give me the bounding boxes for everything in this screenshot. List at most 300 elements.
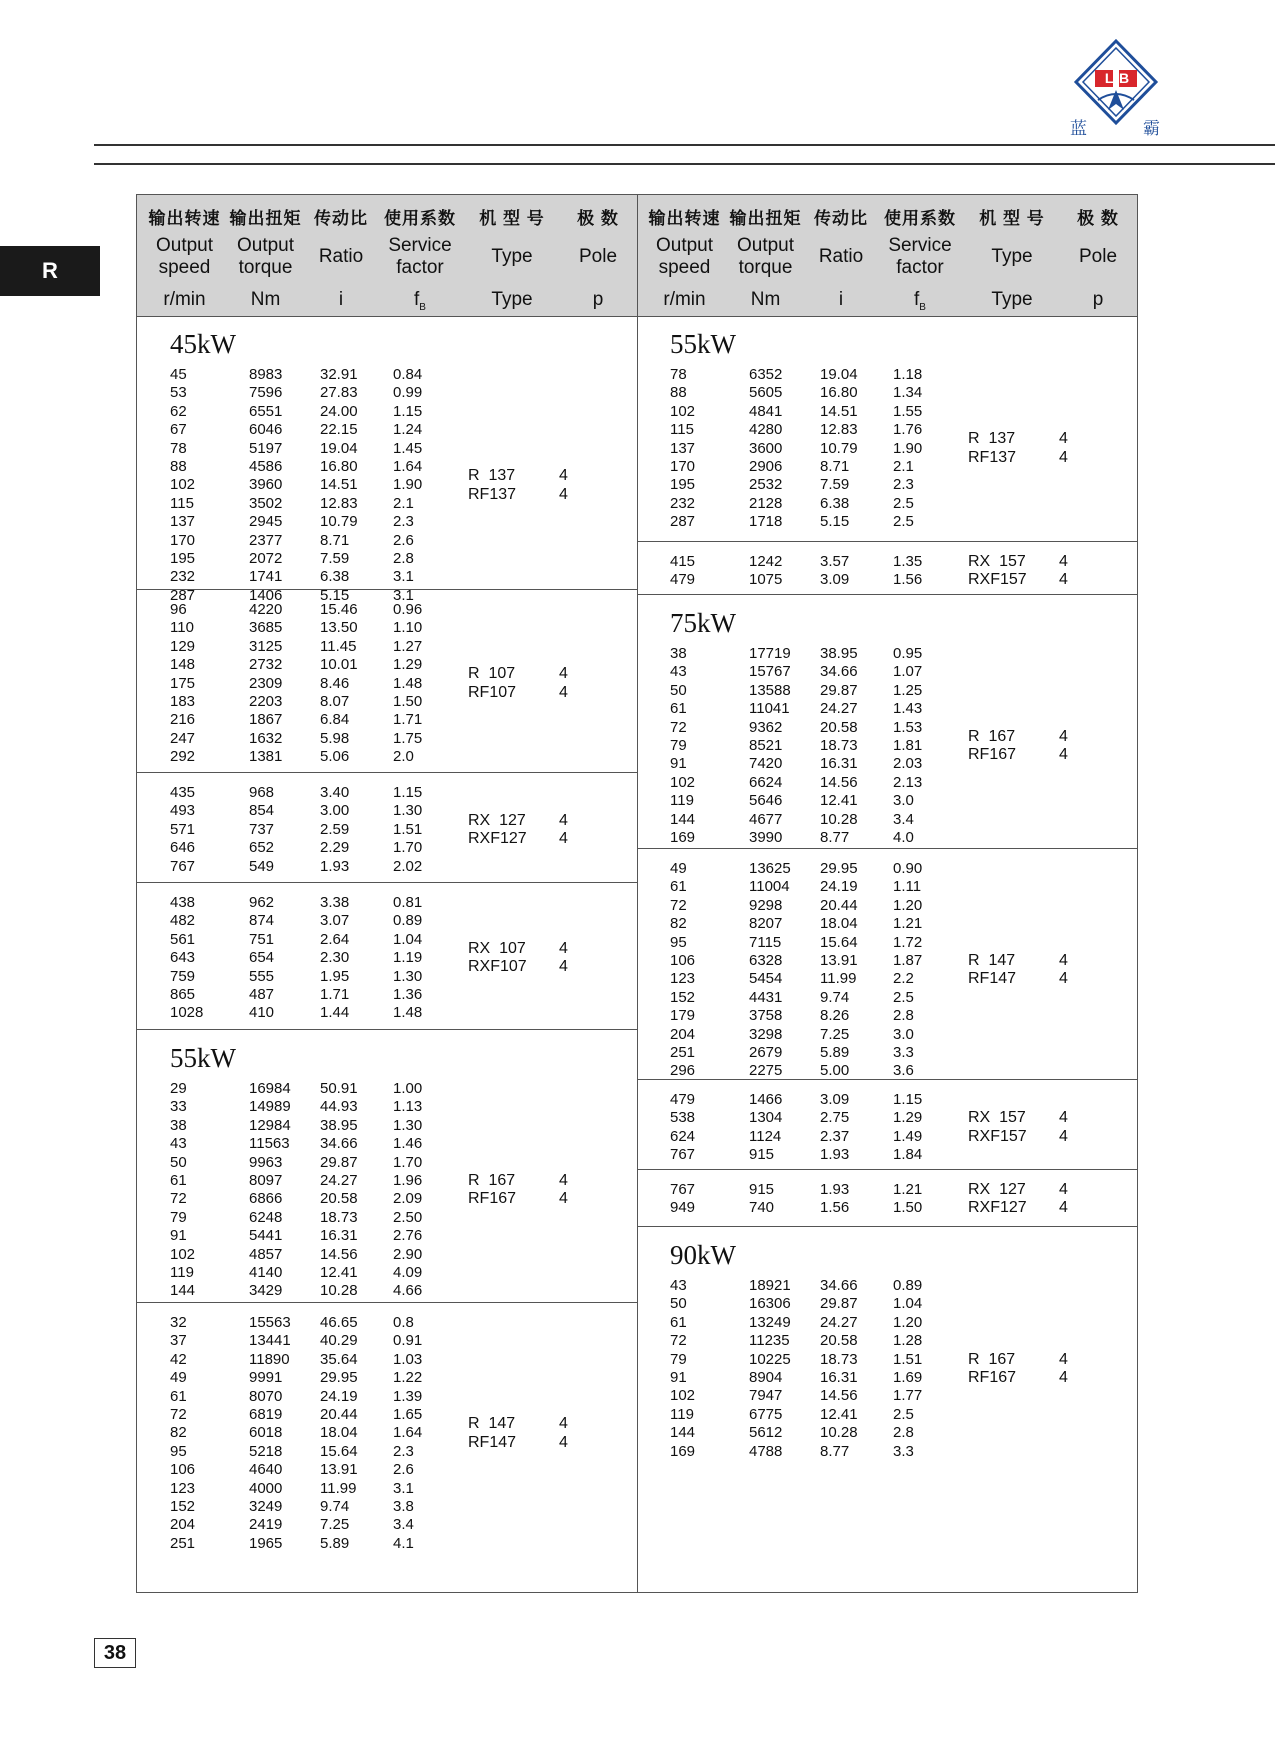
service-factor-cell: 2.5 [893, 494, 914, 512]
output-speed-cell: 232 [170, 568, 196, 586]
gear-type-label: RF167 [968, 746, 1017, 764]
output-torque-cell: 11004 [749, 878, 790, 896]
output-torque-cell: 555 [249, 967, 275, 985]
output-speed-cell: 72 [170, 1190, 187, 1208]
output-torque-cell: 740 [749, 1199, 775, 1217]
output-torque-cell: 4431 [749, 988, 783, 1006]
output-torque-cell: 751 [249, 930, 275, 948]
table-row [137, 1388, 637, 1406]
service-factor-cell: 1.27 [393, 637, 423, 655]
ratio-cell: 3.07 [320, 912, 350, 930]
output-torque-cell: 7420 [749, 755, 783, 773]
motor-group [137, 586, 637, 773]
table-row [137, 711, 637, 729]
service-factor-cell: 1.10 [393, 619, 423, 637]
pole-count: 4 [1059, 1199, 1068, 1217]
output-speed-cell: 91 [670, 1369, 687, 1386]
header-cn-left-3: 使用系数 [384, 209, 456, 228]
gear-type-label: R 137 [968, 430, 1016, 448]
ratio-cell: 11.99 [820, 970, 857, 988]
pole-count: 4 [559, 1415, 568, 1433]
output-torque-cell: 1381 [249, 748, 283, 766]
output-speed-cell: 32 [170, 1314, 187, 1331]
output-speed-cell: 79 [670, 1350, 687, 1368]
table-row [137, 384, 637, 402]
output-speed-cell: 72 [670, 718, 687, 736]
output-torque-cell: 13441 [249, 1332, 291, 1350]
ratio-cell: 10.79 [820, 439, 858, 457]
table-row [137, 601, 637, 619]
pole-count: 4 [1059, 1109, 1068, 1127]
service-factor-cell: 1.81 [893, 737, 923, 754]
header-unit-f: f [414, 289, 420, 310]
table-row [137, 421, 637, 439]
header-unit-right-5: p [1092, 289, 1104, 310]
output-speed-cell: 251 [670, 1044, 696, 1061]
ratio-cell: 10.79 [320, 513, 358, 531]
output-speed-cell: 79 [670, 737, 687, 754]
header-en-line: Ratio [318, 246, 364, 267]
pole-count: 4 [559, 830, 568, 847]
motor-group [637, 1169, 1137, 1227]
output-torque-cell: 9298 [749, 896, 783, 914]
table-row [637, 774, 1137, 792]
ratio-cell: 1.93 [820, 1146, 850, 1164]
gear-type-label: RF137 [968, 448, 1017, 466]
output-torque-cell: 915 [749, 1146, 775, 1164]
ratio-cell: 20.58 [820, 718, 858, 736]
service-factor-cell: 2.8 [893, 1007, 914, 1025]
pole-count: 4 [1059, 1369, 1068, 1386]
service-factor-cell: 1.53 [893, 718, 923, 736]
output-speed-cell: 179 [670, 1007, 696, 1025]
service-factor-cell: 1.46 [393, 1135, 423, 1153]
header-cn-left-4: 机 型 号 [479, 209, 545, 228]
output-speed-cell: 43 [170, 1135, 187, 1153]
ratio-cell: 44.93 [320, 1098, 358, 1116]
output-torque-cell: 6046 [249, 421, 283, 439]
output-speed-cell: 45 [170, 366, 187, 383]
output-speed-cell: 232 [670, 494, 696, 512]
output-speed-cell: 95 [670, 933, 687, 951]
table-row [637, 792, 1137, 810]
service-factor-cell: 1.72 [893, 933, 923, 951]
output-torque-cell: 3298 [749, 1025, 783, 1043]
service-factor-cell: 3.1 [393, 586, 414, 604]
ratio-cell: 16.31 [820, 1369, 858, 1386]
service-factor-cell: 1.28 [893, 1332, 923, 1350]
output-torque-cell: 6866 [249, 1190, 283, 1208]
output-speed-cell: 95 [170, 1442, 187, 1460]
ratio-cell: 14.56 [820, 773, 858, 791]
table-row [137, 619, 637, 637]
ratio-cell: 14.51 [320, 476, 358, 494]
output-torque-cell: 6819 [249, 1406, 283, 1423]
table-row [137, 1332, 637, 1350]
header-cn-left-2: 传动比 [314, 209, 368, 228]
output-torque-cell: 2203 [249, 693, 283, 710]
table-header-left [137, 195, 637, 316]
service-factor-cell: 2.13 [893, 773, 923, 791]
output-torque-cell: 410 [249, 1004, 275, 1022]
output-torque-cell: 1632 [249, 729, 283, 747]
header-unit-left-4: Type [491, 289, 533, 310]
ratio-cell: 12.83 [320, 494, 358, 512]
table-row [637, 989, 1137, 1007]
ratio-cell: 1.44 [320, 1004, 350, 1022]
output-speed-cell: 61 [170, 1172, 187, 1189]
table-row [137, 1209, 637, 1227]
header-en-right-5 [1059, 246, 1137, 268]
output-torque-cell: 3990 [749, 829, 783, 846]
output-torque-cell: 3758 [749, 1007, 783, 1025]
service-factor-cell: 1.22 [393, 1369, 423, 1387]
service-factor-cell: 1.49 [893, 1127, 923, 1145]
service-factor-cell: 1.48 [393, 1004, 423, 1022]
output-speed-cell: 296 [670, 1062, 696, 1080]
output-speed-cell: 88 [170, 458, 187, 475]
ratio-cell: 34.66 [820, 663, 858, 681]
output-torque-cell: 1718 [749, 513, 783, 531]
pole-count: 4 [1059, 430, 1068, 448]
service-factor-cell: 1.51 [393, 820, 423, 838]
ratio-cell: 18.73 [320, 1208, 358, 1226]
output-speed-cell: 102 [670, 402, 696, 420]
output-speed-cell: 106 [170, 1461, 196, 1479]
ratio-cell: 7.25 [320, 1516, 350, 1534]
output-speed-cell: 435 [170, 784, 196, 801]
service-factor-cell: 2.5 [893, 513, 914, 531]
service-factor-cell: 1.00 [393, 1080, 423, 1097]
gear-type-label: RXF127 [968, 1199, 1027, 1217]
output-torque-cell: 1867 [249, 711, 283, 729]
ratio-cell: 10.28 [820, 810, 858, 828]
pole-count: 4 [1059, 448, 1068, 466]
table-row [137, 748, 637, 766]
gear-type-label: RF147 [468, 1433, 517, 1451]
service-factor-cell: 2.50 [393, 1208, 423, 1226]
output-speed-cell: 144 [170, 1282, 196, 1300]
ratio-cell: 29.87 [820, 681, 858, 699]
output-torque-cell: 1466 [749, 1091, 783, 1108]
table-row [637, 366, 1137, 384]
gear-type-label: RX 157 [968, 553, 1026, 570]
power-rating-heading: 45kW [170, 329, 236, 359]
output-speed-cell: 78 [170, 439, 187, 457]
output-speed-cell: 82 [170, 1424, 187, 1442]
output-speed-cell: 759 [170, 967, 196, 985]
pole-count: 4 [559, 940, 568, 957]
output-torque-cell: 4280 [749, 421, 783, 439]
output-torque-cell: 7947 [749, 1387, 783, 1405]
ratio-cell: 5.89 [320, 1534, 350, 1552]
output-speed-cell: 479 [670, 1091, 696, 1108]
output-speed-cell: 1028 [170, 1004, 204, 1022]
output-speed-cell: 170 [670, 458, 696, 475]
output-speed-cell: 137 [670, 439, 696, 457]
header-cn-right-5: 极 数 [1077, 209, 1119, 228]
header-en-line: Output [736, 235, 795, 256]
gear-type-label: RF167 [968, 1369, 1017, 1386]
table-row [637, 829, 1137, 847]
ratio-cell: 20.44 [320, 1406, 358, 1423]
page-number [94, 1638, 136, 1668]
ratio-cell: 14.51 [820, 402, 858, 420]
ratio-cell: 18.04 [320, 1424, 358, 1442]
output-speed-cell: 767 [170, 857, 196, 875]
ratio-cell: 38.95 [820, 645, 858, 662]
output-torque-cell: 3125 [249, 637, 283, 655]
ratio-cell: 13.91 [320, 1461, 358, 1479]
ratio-cell: 8.71 [820, 458, 850, 475]
pole-count: 4 [559, 485, 568, 503]
output-speed-cell: 102 [170, 1245, 196, 1263]
ratio-cell: 29.87 [820, 1295, 858, 1313]
header-en-left-5 [559, 246, 637, 268]
output-torque-cell: 1406 [249, 586, 283, 604]
table-row [137, 730, 637, 748]
service-factor-cell: 1.04 [893, 1295, 923, 1313]
output-speed-cell: 50 [670, 681, 687, 699]
output-torque-cell: 6248 [249, 1208, 283, 1226]
table-row [137, 1098, 637, 1116]
motor-group [137, 316, 637, 604]
header-en-line: Service [888, 235, 952, 256]
ratio-cell: 40.29 [320, 1332, 358, 1350]
service-factor-cell: 0.89 [393, 912, 423, 930]
ratio-cell: 8.77 [820, 1442, 850, 1460]
ratio-cell: 6.38 [820, 494, 850, 512]
output-torque-cell: 2072 [249, 550, 283, 567]
output-speed-cell: 119 [670, 1405, 694, 1423]
ratio-cell: 15.64 [320, 1442, 358, 1460]
service-factor-cell: 2.02 [393, 857, 423, 875]
ratio-cell: 27.83 [320, 384, 358, 402]
ratio-cell: 12.41 [820, 792, 858, 810]
output-speed-cell: 33 [170, 1098, 187, 1116]
ratio-cell: 6.38 [320, 568, 350, 586]
ratio-cell: 19.04 [320, 439, 358, 457]
service-factor-cell: 1.45 [393, 439, 423, 457]
output-torque-cell: 2906 [749, 458, 783, 475]
service-factor-cell: 1.77 [893, 1387, 923, 1405]
ratio-cell: 24.27 [320, 1172, 358, 1189]
table-row [637, 878, 1137, 896]
gear-type-label: RX 107 [468, 940, 526, 957]
service-factor-cell: 4.0 [893, 829, 914, 846]
pole-count: 4 [559, 467, 568, 485]
service-factor-cell: 1.48 [393, 674, 423, 692]
output-torque-cell: 2309 [249, 674, 283, 692]
gear-type-label: RF147 [968, 970, 1017, 988]
output-speed-cell: 949 [670, 1199, 696, 1217]
service-factor-cell: 1.07 [893, 663, 923, 681]
table-row [637, 1443, 1137, 1461]
output-speed-cell: 119 [170, 1264, 194, 1281]
output-speed-cell: 129 [170, 637, 196, 655]
table-row [137, 1498, 637, 1516]
ratio-cell: 10.28 [320, 1282, 358, 1300]
output-speed-cell: 204 [670, 1025, 696, 1043]
output-torque-cell: 2945 [249, 513, 283, 531]
output-torque-cell: 6624 [749, 773, 783, 791]
header-unit-left-0: r/min [163, 289, 206, 310]
ratio-cell: 46.65 [320, 1314, 358, 1331]
service-factor-cell: 1.19 [393, 949, 423, 967]
service-factor-cell: 1.50 [393, 693, 423, 710]
header-en-left-0 [137, 235, 232, 279]
output-speed-cell: 144 [670, 810, 696, 828]
output-torque-cell: 4140 [249, 1264, 283, 1281]
service-factor-cell: 1.50 [893, 1199, 923, 1217]
motor-group [637, 1079, 1137, 1170]
table-row [637, 897, 1137, 915]
service-factor-cell: 1.69 [893, 1369, 923, 1386]
table-row [637, 1314, 1137, 1332]
header-en-line: speed [158, 257, 211, 278]
header-en-right-0 [637, 235, 732, 279]
service-factor-cell: 2.76 [393, 1227, 423, 1245]
output-speed-cell: 115 [670, 421, 694, 439]
table-row [637, 513, 1137, 531]
pole-count: 4 [559, 1433, 568, 1451]
table-row [137, 1480, 637, 1498]
ratio-cell: 1.56 [820, 1199, 850, 1217]
ratio-cell: 5.15 [320, 586, 350, 604]
header-en-line: Pole [578, 246, 618, 267]
table-header-right [637, 195, 1137, 316]
output-speed-cell: 144 [670, 1424, 696, 1442]
gear-type-label: RX 127 [468, 811, 526, 829]
service-factor-cell: 2.0 [393, 748, 414, 766]
motor-group [637, 1226, 1137, 1592]
gear-type-label: RXF157 [968, 571, 1027, 589]
table-row [637, 1044, 1137, 1062]
ratio-cell: 3.38 [320, 894, 350, 911]
header-unit-right-3 [875, 289, 965, 313]
service-factor-cell: 1.64 [393, 458, 423, 475]
table-row [137, 366, 637, 384]
output-speed-cell: 643 [170, 949, 196, 967]
ratio-cell: 2.75 [820, 1109, 850, 1127]
ratio-cell: 34.66 [820, 1277, 858, 1294]
output-speed-cell: 646 [170, 839, 196, 857]
output-torque-cell: 1075 [749, 571, 783, 589]
ratio-cell: 29.95 [320, 1369, 358, 1387]
gear-type-label: RXF157 [968, 1127, 1027, 1145]
output-torque-cell: 549 [249, 857, 275, 875]
output-torque-cell: 3502 [249, 494, 283, 512]
gear-type-label: RX 157 [968, 1109, 1026, 1127]
table-row [137, 1351, 637, 1369]
output-speed-cell: 53 [170, 384, 187, 402]
ratio-cell: 16.31 [820, 755, 858, 773]
output-torque-cell: 654 [249, 949, 275, 967]
table-row [637, 682, 1137, 700]
motor-group [137, 1302, 637, 1592]
output-speed-cell: 38 [670, 645, 687, 662]
ratio-cell: 38.95 [320, 1116, 358, 1134]
header-en-line: Ratio [818, 246, 864, 267]
table-row [137, 1227, 637, 1245]
output-torque-cell: 874 [249, 912, 275, 930]
ratio-cell: 18.04 [820, 915, 858, 933]
table-row [137, 1461, 637, 1479]
header-cn-left-5: 极 数 [577, 209, 619, 228]
output-torque-cell: 8904 [749, 1369, 783, 1386]
power-rating-heading: 90kW [670, 1240, 736, 1270]
ratio-cell: 3.57 [820, 553, 850, 570]
ratio-cell: 15.64 [820, 933, 858, 951]
gear-type-label: R 107 [468, 665, 516, 683]
service-factor-cell: 4.66 [393, 1282, 423, 1300]
service-factor-cell: 1.96 [393, 1172, 423, 1189]
service-factor-cell: 0.81 [393, 894, 423, 911]
output-speed-cell: 123 [670, 970, 696, 988]
output-speed-cell: 67 [170, 421, 187, 439]
header-en-left-1 [224, 235, 307, 279]
output-speed-cell: 37 [170, 1332, 187, 1350]
output-speed-cell: 110 [170, 619, 194, 637]
service-factor-cell: 3.4 [893, 810, 914, 828]
brand-logo [1068, 38, 1192, 138]
table-row [137, 550, 637, 568]
ratio-cell: 8.46 [320, 674, 350, 692]
table-row [637, 1332, 1137, 1350]
output-speed-cell: 251 [170, 1534, 196, 1552]
output-speed-cell: 102 [170, 476, 196, 494]
ratio-cell: 14.56 [320, 1245, 358, 1263]
table-row [137, 986, 637, 1004]
header-cn-right-4: 机 型 号 [979, 209, 1045, 228]
ratio-cell: 11.45 [320, 637, 357, 655]
output-speed-cell: 152 [670, 988, 696, 1006]
output-speed-cell: 102 [670, 1387, 696, 1405]
pole-count: 4 [559, 1172, 568, 1189]
header-en-line: Service [388, 235, 452, 256]
service-factor-cell: 1.75 [393, 729, 423, 747]
ratio-cell: 32.91 [320, 366, 358, 383]
service-factor-cell: 1.29 [393, 656, 423, 674]
header-en-line: Type [991, 246, 1033, 267]
ratio-cell: 11.99 [320, 1479, 357, 1497]
service-factor-cell: 1.30 [393, 1116, 423, 1134]
output-torque-cell: 13625 [749, 860, 791, 877]
ratio-cell: 29.87 [320, 1153, 358, 1171]
table-row [637, 1387, 1137, 1405]
pole-count: 4 [559, 683, 568, 701]
output-torque-cell: 7596 [249, 384, 283, 402]
ratio-cell: 2.29 [320, 839, 350, 857]
output-torque-cell: 13249 [749, 1313, 791, 1331]
table-row [137, 1369, 637, 1387]
output-torque-cell: 4000 [249, 1479, 283, 1497]
output-speed-cell: 61 [670, 1313, 687, 1331]
ratio-cell: 8.77 [820, 829, 850, 846]
output-speed-cell: 72 [670, 1332, 687, 1350]
service-factor-cell: 1.34 [893, 384, 923, 402]
output-torque-cell: 1124 [749, 1127, 782, 1145]
output-speed-cell: 91 [170, 1227, 187, 1245]
service-factor-cell: 1.04 [393, 930, 423, 948]
motor-group [637, 541, 1137, 595]
service-factor-cell: 0.96 [393, 601, 423, 618]
ratio-cell: 3.09 [820, 1091, 850, 1108]
ratio-cell: 14.56 [820, 1387, 858, 1405]
output-torque-cell: 5197 [249, 439, 283, 457]
gear-type-label: R 167 [968, 1350, 1016, 1368]
header-en-line: torque [738, 257, 793, 278]
